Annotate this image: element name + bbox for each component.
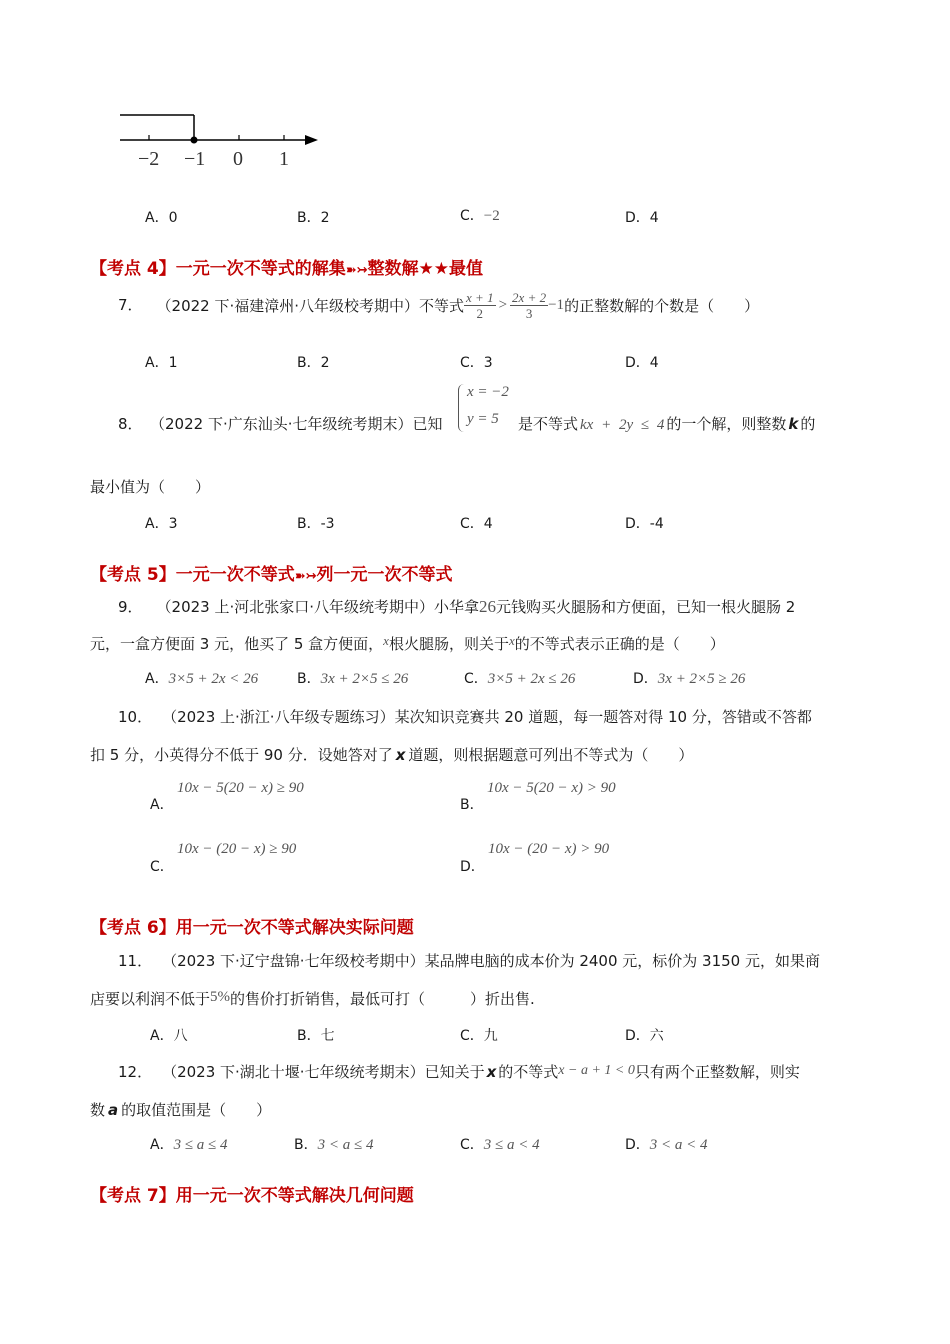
tick-label-0: 0 <box>233 148 243 170</box>
q11-option-d[interactable]: D．六 <box>625 1028 664 1044</box>
star-icons: ★★ <box>418 259 450 279</box>
q9-option-b[interactable]: B．3x + 2×5 ≤ 26 <box>297 671 409 687</box>
q12-option-a[interactable]: A．3 ≤ a ≤ 4 <box>150 1137 228 1153</box>
q8-system-eq2: y = 5 <box>467 411 499 427</box>
q6-option-c-label: C． <box>460 208 484 224</box>
q8-option-c[interactable]: C．4 <box>460 516 493 532</box>
question-11-line2: 店要以利润不低于5%的售价打折销售，最低可打（ ）折出售. <box>90 989 535 1008</box>
q8-option-d[interactable]: D．-4 <box>625 516 664 532</box>
heading-kaodian-6: 【考点 6】用一元一次不等式解决实际问题 <box>90 918 414 938</box>
tick-label-1: 1 <box>279 148 289 170</box>
q7-fraction-2: $\frac{2x + 2}{3}$ <box>512 290 547 321</box>
q9-option-a[interactable]: A．3×5 + 2x < 26 <box>145 671 259 687</box>
q8-system-brace <box>458 384 467 432</box>
arrow-icons: ➽↣ <box>294 569 317 584</box>
arrow-icons: ➽↣ <box>345 263 368 278</box>
q6-option-a[interactable]: A．0 <box>145 210 178 226</box>
q10-option-c-math[interactable]: 10x − (20 − x) ≥ 90 <box>177 841 297 857</box>
number-line-figure <box>110 105 330 175</box>
q10-option-a-label[interactable]: A． <box>150 797 174 813</box>
question-8-num: 8． <box>118 415 143 433</box>
heading-kaodian-7: 【考点 7】用一元一次不等式解决几何问题 <box>90 1186 414 1206</box>
question-11-line1: 11． （2023 下·辽宁盘锦·七年级校考期中）某品牌电脑的成本价为 2400 元，标价为 3150 元，如果商 <box>118 952 820 970</box>
question-8-mid: 是不等式 kx + 2y ≤ 4 的一个解，则整数 k 的 <box>518 415 816 433</box>
q7-option-a[interactable]: A．1 <box>145 355 178 371</box>
q11-option-c[interactable]: C．九 <box>460 1028 498 1044</box>
q12-option-d[interactable]: D．3 < a < 4 <box>625 1137 708 1153</box>
question-8-source: （2022 下·广东汕头·七年级统考期末）已知 <box>150 415 443 433</box>
q8-system-eq1: x = −2 <box>467 384 509 400</box>
tick-label-neg1: −1 <box>184 148 206 170</box>
q8-option-a[interactable]: A．3 <box>145 516 178 532</box>
q9-option-c[interactable]: C．3×5 + 2x ≤ 26 <box>464 671 576 687</box>
q8-k: k <box>788 415 799 433</box>
q10-option-b-label[interactable]: B． <box>460 797 484 813</box>
q12-option-b[interactable]: B．3 < a ≤ 4 <box>294 1137 374 1153</box>
q6-option-d[interactable]: D．4 <box>625 210 659 226</box>
tick-label-neg2: −2 <box>138 148 160 170</box>
q6-option-c-math: −2 <box>483 208 500 224</box>
q11-option-a[interactable]: A．八 <box>150 1028 188 1044</box>
question-9-line1: 9． （2023 上·河北张家口·八年级统考期中）小华拿26元钱购买火腿肠和方便面，已知一根火腿肠 2 <box>118 597 796 616</box>
question-9-line2: 元，一盒方便面 3 元，他买了 5 盒方便面，x根火腿肠，则关于x的不等式表示正确的是（ ） <box>90 633 725 653</box>
question-10-line2: 扣 5 分，小英得分不低于 90 分．设她答对了 x 道题，则根据题意可列出不等式为（ ） <box>90 746 694 764</box>
q10-option-a-math[interactable]: 10x − 5(20 − x) ≥ 90 <box>177 780 304 796</box>
q10-option-b-math[interactable]: 10x − 5(20 − x) > 90 <box>487 780 616 796</box>
question-7: 7． （2022 下·福建漳州·八年级校考期中）不等式 $\frac{x + 1}{2}$ > $\frac{2x + 2}{3}$ −1的正整数解的个数是（ ） <box>118 290 760 321</box>
q8-option-b[interactable]: B．-3 <box>297 516 335 532</box>
q7-fraction-1: $\frac{x + 1}{2}$ <box>466 290 494 321</box>
q10-option-c-label[interactable]: C． <box>150 859 174 875</box>
axis-arrow-icon <box>305 135 318 145</box>
heading-kaodian-4: 【考点 4】一元一次不等式的解集➽↣整数解★★最值 <box>90 259 484 279</box>
q7-option-b[interactable]: B．2 <box>297 355 330 371</box>
q6-option-b[interactable]: B．2 <box>297 210 330 226</box>
solid-point-neg1 <box>191 137 198 144</box>
question-12-line2: 数 a 的取值范围是（ ） <box>90 1101 272 1119</box>
q10-option-d-label[interactable]: D． <box>460 859 485 875</box>
question-10-line1: 10． （2023 上·浙江·八年级专题练习）某次知识竞赛共 20 道题，每一题答对得 10 分，答错或不答都 <box>118 708 812 726</box>
q11-option-b[interactable]: B．七 <box>297 1028 335 1044</box>
q12-option-c[interactable]: C．3 ≤ a < 4 <box>460 1137 540 1153</box>
q7-option-d[interactable]: D．4 <box>625 355 659 371</box>
question-8-line2: 最小值为（ ） <box>90 478 211 496</box>
question-12-line1: 12． （2023 下·湖北十堰·七年级统考期末）已知关于 x 的不等式x − a + 1 < 0只有两个正整数解，则实 <box>118 1063 800 1081</box>
heading-kaodian-5: 【考点 5】一元一次不等式➽↣列一元一次不等式 <box>90 565 453 585</box>
q9-option-d[interactable]: D．3x + 2×5 ≥ 26 <box>633 671 746 687</box>
q6-option-c[interactable] <box>460 205 500 225</box>
q8-inequality: kx + 2y ≤ 4 <box>580 417 665 433</box>
q7-option-c[interactable]: C．3 <box>460 355 493 371</box>
q10-option-d-math[interactable]: 10x − (20 − x) > 90 <box>488 841 610 857</box>
